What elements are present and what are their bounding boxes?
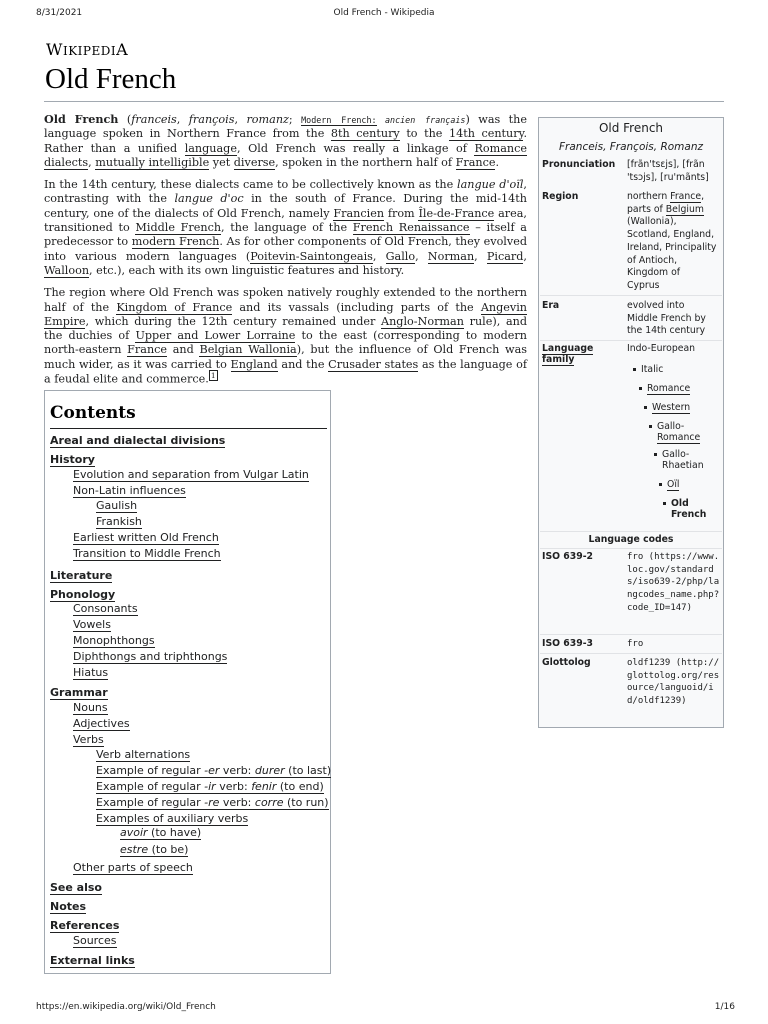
toc-item-see-also[interactable]	[50, 881, 102, 894]
bullet-icon	[633, 368, 636, 371]
link-anglo-norman[interactable]: Anglo-Norman	[381, 314, 464, 328]
link-norman[interactable]: Norman	[427, 249, 475, 263]
era-value	[627, 300, 720, 338]
text: . As for other components of Old French, they evolved into various modern languages (	[44, 235, 527, 263]
toc-label: avoir	[120, 826, 148, 839]
text: ), but the influence of Old French was much wider, as it was carried to	[44, 343, 528, 371]
infobox-separator	[540, 548, 722, 549]
title-divider	[44, 101, 724, 102]
family-gallo-romance[interactable]	[657, 421, 700, 443]
text: , spoken in the northern half of	[275, 155, 456, 169]
toc-item-literature[interactable]	[50, 569, 112, 582]
link-walloon[interactable]: Walloon	[44, 263, 90, 277]
toc-label: Monophthongs	[73, 634, 155, 647]
bullet-icon	[644, 406, 647, 409]
text: . Rather than a unified	[44, 127, 527, 155]
toc-label: Literature	[50, 569, 113, 582]
toc-label: verb:	[219, 764, 255, 777]
language-family-label[interactable]	[542, 343, 624, 365]
era-line[interactable]: Middle French by	[627, 312, 706, 324]
toc-label: Example of regular	[96, 780, 205, 793]
link-crusader-states[interactable]: Crusader states	[328, 357, 419, 371]
toc-label: -ir	[204, 780, 216, 793]
native-name: romanz	[246, 113, 289, 126]
toc-item-re-verb[interactable]	[96, 796, 329, 809]
text: ,	[234, 113, 247, 126]
text: to the	[399, 127, 449, 141]
toc-label: Vowels	[73, 618, 111, 631]
toc-item-sources[interactable]	[73, 934, 117, 947]
text: In the 14th century, these dialects came to be collectively known as the	[44, 178, 458, 192]
era-line: the 14th century	[627, 325, 706, 337]
toc-label: Gaulish	[96, 499, 138, 512]
lead-paragraph-2	[44, 178, 527, 278]
language-family-tree	[627, 343, 720, 523]
toc-item-other-parts[interactable]	[73, 861, 193, 874]
toc-label: Consonants	[73, 602, 138, 615]
link-8th-century[interactable]: 8th century	[330, 127, 400, 141]
toc-label: durer	[254, 764, 285, 777]
text: ,	[415, 249, 428, 263]
region-line: Cyprus	[627, 279, 660, 291]
toc-item-nouns[interactable]	[73, 701, 108, 714]
wordmark-middle: IKIPEDI	[62, 44, 117, 58]
toc-label: Hiatus	[73, 666, 109, 679]
print-page-number: 1/16	[714, 1002, 735, 1012]
toc-divider	[50, 428, 327, 429]
toc-item-verb-alternations[interactable]	[96, 748, 190, 761]
pronunciation-label: Pronunciation	[542, 159, 616, 170]
toc-item-external-links[interactable]	[50, 954, 135, 967]
region-line: Kingdom of	[627, 267, 681, 279]
era-line: evolved into	[627, 300, 685, 311]
text: to the east (corresponding to modern north-eastern	[44, 329, 527, 357]
toc-label: External links	[50, 954, 135, 967]
bullet-icon	[649, 425, 652, 428]
bullet-icon	[659, 483, 662, 486]
pronunciation-line[interactable]: 'tsɔjs], [ru'mãnts]	[627, 171, 709, 183]
toc-label: Non-Latin influences	[73, 484, 186, 497]
toc-label: (to have)	[147, 826, 202, 839]
text: parts of	[627, 203, 666, 215]
toc-item-references[interactable]	[50, 919, 119, 932]
article-body	[44, 112, 527, 395]
toc-label: (to end)	[276, 780, 324, 793]
text: ,	[176, 113, 189, 126]
link-gallo[interactable]: Gallo	[385, 249, 416, 263]
toc-item-notes[interactable]	[50, 900, 86, 913]
term: langue d'oc	[174, 192, 244, 206]
text: , the language of the	[221, 221, 353, 235]
link-ile-de-france[interactable]: Île-de-France	[418, 206, 495, 220]
text: Romance	[657, 432, 701, 443]
link-france-2[interactable]: France	[127, 343, 168, 357]
toc-item-monophthongs[interactable]	[73, 634, 155, 647]
bullet-icon	[663, 502, 666, 505]
link-middle-french[interactable]: Middle French	[135, 221, 222, 235]
era-label: Era	[542, 300, 560, 311]
toc-label: See also	[50, 881, 102, 894]
link-france[interactable]: France	[455, 155, 496, 169]
toc-label: Frankish	[96, 515, 142, 528]
text: Gallo-	[657, 421, 685, 432]
text: , contrasting with the	[44, 178, 527, 206]
bullet-icon	[639, 387, 642, 390]
toc-label: (to last)	[284, 764, 332, 777]
toc-label: Phonology	[50, 588, 116, 601]
family-western[interactable]	[652, 402, 690, 413]
infobox-separator	[540, 295, 722, 296]
text: in the south of France. During the mid-14th century, one of the dialects of Old French, namely	[44, 192, 527, 220]
text: ,	[372, 249, 386, 263]
toc-label: verb:	[219, 796, 255, 809]
text: French	[671, 509, 707, 520]
toc-item-gaulish[interactable]	[96, 499, 137, 512]
text: (	[118, 113, 132, 126]
link-poitevin-saintongeais[interactable]: Poitevin-Saintongeais	[250, 249, 373, 263]
text: , Old French was really a linkage of	[236, 141, 475, 155]
toc-label: Examples of auxiliary verbs	[96, 812, 249, 825]
toc-label: -re	[204, 796, 220, 809]
toc-label: Adjectives	[73, 717, 130, 730]
toc-label: Earliest written Old French	[73, 531, 219, 544]
toc-item-non-latin[interactable]	[73, 484, 186, 497]
link-mutually-intelligible[interactable]: mutually intelligible	[95, 155, 210, 169]
link-dialects[interactable]: dialects	[44, 155, 89, 169]
wordmark-last: A	[116, 40, 129, 59]
region-line: Ireland, Principality	[627, 241, 717, 253]
link-england[interactable]: England	[230, 357, 278, 371]
text: ) was the language spoken in Northern France from the	[44, 113, 527, 141]
native-name: franceis	[131, 113, 177, 126]
toc-label: verb:	[215, 780, 252, 793]
text: as the language of a feudal elite and commerce.	[44, 357, 527, 386]
toc-label: estre	[120, 843, 149, 856]
pronunciation-value	[627, 159, 720, 184]
family-gallo-rhaetian[interactable]	[662, 449, 704, 471]
toc-item-earliest-written[interactable]	[73, 531, 219, 544]
text: Italic	[641, 364, 664, 375]
toc-label: Example of regular	[96, 764, 205, 777]
text: and its vassals (including parts of the	[232, 300, 481, 314]
iso-639-2-value[interactable]: fro (https://www.loc.gov/standards/iso639-2/php/langcodes_name.php?code_ID=147)	[627, 552, 720, 613]
toc-label: Areal and dialectal divisions	[50, 434, 226, 447]
text: ,	[701, 191, 705, 202]
toc-item-hiatus[interactable]	[73, 666, 108, 679]
region-value	[627, 191, 720, 293]
lead-paragraph-3	[44, 286, 527, 387]
link-francien[interactable]: Francien	[333, 206, 385, 220]
modern-french-link[interactable]: Modern French:	[301, 115, 377, 125]
toc-item-areal[interactable]	[50, 434, 225, 447]
text: from	[384, 206, 419, 220]
region-line: of Antioch,	[627, 254, 678, 266]
infobox-separator	[540, 634, 722, 635]
toc-label: Nouns	[73, 701, 108, 714]
text: ;	[288, 113, 302, 126]
infobox-separator	[540, 340, 722, 341]
link-lorraine[interactable]: Upper and Lower Lorraine	[135, 329, 296, 343]
family-label-line: family	[542, 354, 575, 365]
toc-label: Notes	[50, 900, 87, 913]
text: .	[495, 155, 500, 169]
link-french-renaissance[interactable]: French Renaissance	[352, 221, 470, 235]
text: northern	[627, 191, 671, 202]
infobox-separator	[540, 531, 722, 532]
print-footer	[0, 998, 768, 1024]
family-label-line: Language	[542, 343, 594, 354]
text: Old	[671, 498, 689, 509]
text: The region where Old French was spoken natively roughly extended to the northern half of the	[44, 286, 527, 314]
text	[377, 113, 385, 126]
toc-label: Sources	[73, 934, 117, 947]
term: langue d'oïl	[457, 178, 524, 192]
text: area, transitioned to	[44, 206, 527, 235]
toc-item-verbs[interactable]	[73, 733, 104, 746]
text: Oïl	[667, 479, 680, 490]
toc-item-diphthongs[interactable]	[73, 650, 227, 663]
toc-item-consonants[interactable]	[73, 602, 138, 615]
toc-item-ir-verb[interactable]	[96, 780, 324, 793]
wikipedia-wordmark[interactable]	[46, 40, 128, 59]
print-url: https://en.wikipedia.org/wiki/Old_French	[36, 1002, 216, 1012]
family-indo-european[interactable]	[627, 343, 695, 354]
bullet-icon	[654, 453, 657, 456]
print-title: Old French - Wikipedia	[333, 8, 435, 18]
family-old-french	[671, 498, 706, 520]
link-diverse[interactable]: diverse	[233, 155, 276, 169]
link-angevin-empire[interactable]: Angevin Empire	[44, 300, 527, 328]
toc-item-adjectives[interactable]	[73, 717, 130, 730]
infobox-title: Old French	[598, 121, 664, 135]
text: and the	[277, 357, 329, 371]
glottolog-label[interactable]: Glottolog	[542, 657, 591, 668]
toc-item-transition[interactable]	[73, 547, 221, 560]
toc-item-vowels[interactable]	[73, 618, 111, 631]
region-label: Region	[542, 191, 579, 202]
toc-label: History	[50, 453, 95, 466]
infobox-native-name: Franceis, François, Romanz	[559, 141, 703, 153]
text: , etc.), each with its own linguistic features and history.	[89, 263, 405, 277]
page-title: Old French	[45, 63, 177, 95]
region-link-belgium[interactable]: Belgium	[665, 203, 704, 215]
toc-label: (to run)	[283, 796, 329, 809]
toc-item-evolution[interactable]	[73, 468, 309, 481]
toc-item-phonology[interactable]	[50, 588, 115, 601]
link-modern-french[interactable]: modern French	[131, 235, 220, 249]
infobox-separator	[540, 653, 722, 654]
text: and	[167, 343, 200, 357]
glottolog-value[interactable]: oldf1239 (http://glottolog.org/resource/languoid/id/oldf1239)	[627, 658, 720, 707]
toc-label: Grammar	[50, 686, 108, 699]
link-language[interactable]: language	[184, 141, 237, 155]
link-belgian-wallonia[interactable]: Belgian Wallonia	[199, 343, 297, 357]
toc-label: Transition to Middle French	[73, 547, 221, 560]
text: ,	[523, 249, 527, 263]
toc-label: Evolution and separation from Vulgar Latin	[73, 468, 309, 481]
pronunciation-line[interactable]: [frãn'tsɛjs], [frãn	[627, 159, 705, 170]
region-line: Scotland, England,	[627, 229, 715, 241]
text: Romance	[647, 383, 691, 394]
text: ,	[88, 155, 96, 169]
toc-item-avoir[interactable]	[120, 826, 201, 839]
family-romance[interactable]	[647, 383, 690, 394]
toc-label: References	[50, 919, 120, 932]
iso-639-3-value[interactable]: fro	[627, 639, 644, 649]
toc-label: Example of regular	[96, 796, 205, 809]
native-name: françois	[188, 113, 235, 126]
toc-item-er-verb[interactable]	[96, 764, 331, 777]
reference-1[interactable]: 1	[210, 371, 216, 381]
toc-item-frankish[interactable]	[96, 515, 142, 528]
region-line: (Wallonia),	[627, 216, 677, 228]
text: Indo-European	[627, 343, 696, 354]
language-infobox	[538, 117, 724, 728]
print-header	[0, 0, 768, 24]
text: ,	[474, 249, 487, 263]
toc-label: Other parts of speech	[73, 861, 193, 874]
text: , which during the 12th century remained under	[85, 314, 382, 328]
toc-label: Verbs	[73, 733, 104, 746]
lead-paragraph-1	[44, 112, 527, 170]
modern-name: ancien français	[384, 115, 466, 125]
toc-title: Contents	[50, 403, 136, 423]
print-date: 8/31/2021	[36, 8, 83, 18]
text: Rhaetian	[662, 460, 704, 471]
toc-label: -er	[204, 764, 220, 777]
text: Western	[652, 402, 691, 413]
lead-bold-title: Old French	[44, 112, 119, 126]
toc-label: fenir	[251, 780, 277, 793]
toc-label: Diphthongs and triphthongs	[73, 650, 228, 663]
toc-item-auxiliary-verbs[interactable]	[96, 812, 248, 825]
toc-label: (to be)	[148, 843, 189, 856]
text: yet	[209, 155, 234, 169]
wordmark-first: W	[46, 40, 63, 59]
text: rule), and the duchies of	[44, 314, 527, 343]
language-codes-header: Language codes	[588, 534, 674, 545]
link-14th-century[interactable]: 14th century	[448, 127, 524, 141]
toc-item-history[interactable]	[50, 453, 95, 466]
iso-639-3-label[interactable]: ISO 639-3	[542, 638, 594, 649]
table-of-contents	[44, 390, 331, 974]
toc-item-grammar[interactable]	[50, 686, 108, 699]
text: Gallo-	[662, 449, 690, 460]
region-link-france[interactable]: France	[670, 191, 702, 202]
link-romance[interactable]: Romance	[474, 141, 527, 155]
toc-item-estre[interactable]	[120, 843, 188, 856]
toc-label: corre	[254, 796, 284, 809]
family-italic[interactable]	[641, 364, 663, 375]
link-kingdom-of-france[interactable]: Kingdom of France	[116, 300, 233, 314]
text: – itself a predecessor to	[44, 221, 527, 249]
iso-639-2-label[interactable]: ISO 639-2	[542, 551, 594, 562]
toc-label: Verb alternations	[96, 748, 191, 761]
family-oil[interactable]	[667, 479, 679, 490]
link-picard[interactable]: Picard	[486, 249, 524, 263]
